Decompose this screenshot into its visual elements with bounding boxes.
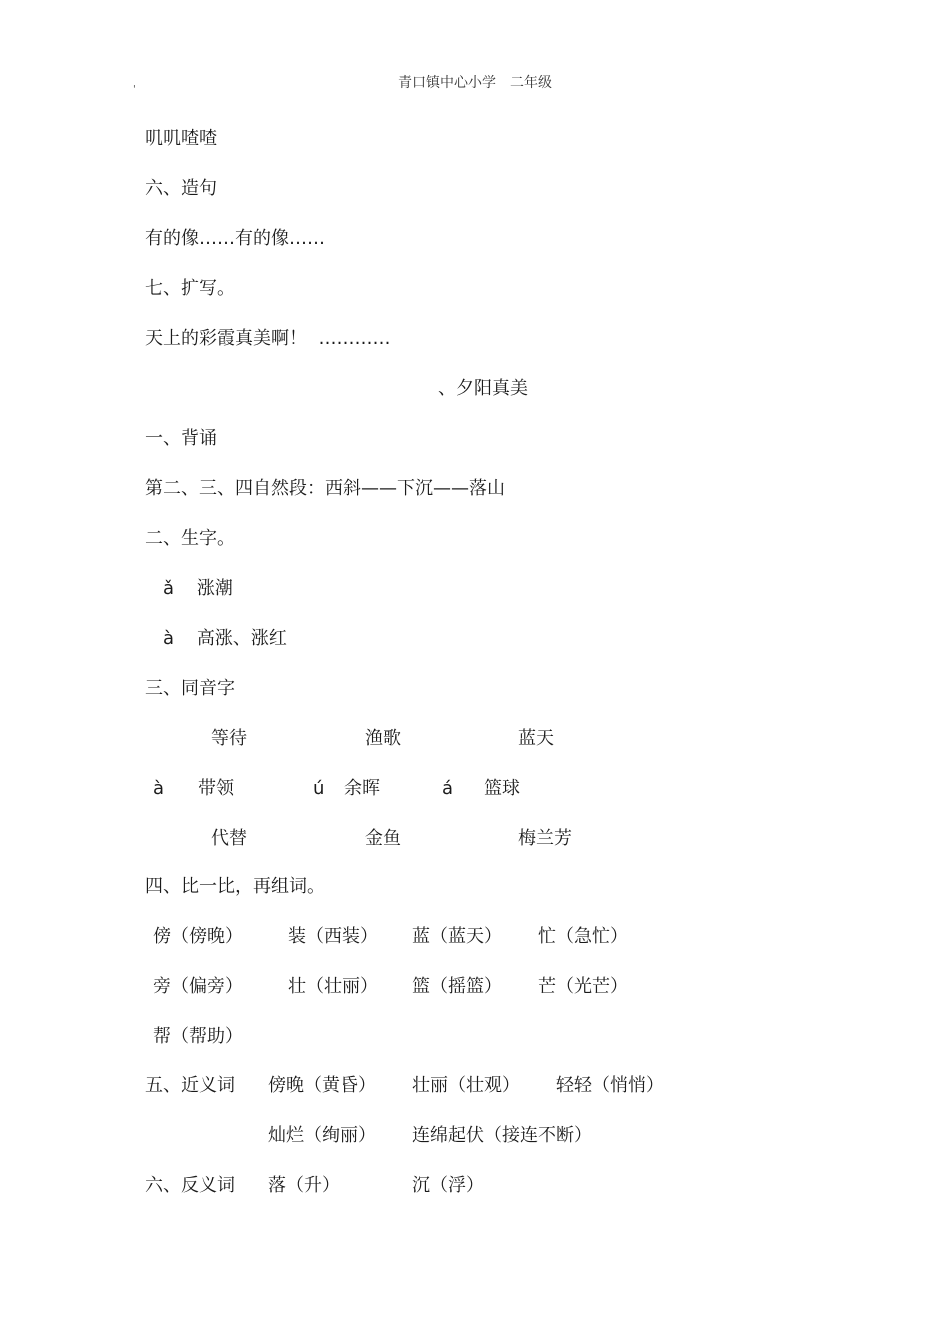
page-header: 青口镇中心小学 二年级: [398, 75, 552, 91]
text-line: 天上的彩霞真美啊！ …………: [145, 328, 391, 349]
lesson-title: 、夕阳真美: [438, 378, 528, 399]
word-pair: 轻轻（悄悄）: [556, 1075, 664, 1096]
pinyin: ú: [313, 778, 325, 799]
section-heading: 一、背诵: [145, 428, 217, 449]
word-pair: 壮（壮丽）: [288, 976, 378, 997]
word-pair: 蓝（蓝天）: [412, 926, 502, 947]
word: 蓝天: [518, 728, 554, 749]
word-pair: 篮（摇篮）: [412, 976, 502, 997]
word: 带领: [198, 778, 234, 799]
text-line: 有的像……有的像……: [145, 228, 325, 249]
word-pair: 傍晚（黄昏）: [268, 1075, 376, 1096]
section-heading: 六、反义词: [145, 1175, 235, 1196]
corner-mark: ': [133, 84, 136, 95]
word-pair: 芒（光芒）: [538, 976, 628, 997]
word-pair: 落（升）: [268, 1175, 340, 1196]
word: 梅兰芳: [518, 828, 572, 849]
word-pair: 旁（偏旁）: [153, 976, 243, 997]
word: 等待: [211, 728, 247, 749]
word-pair: 沉（浮）: [412, 1175, 484, 1196]
word: 余晖: [344, 778, 380, 799]
word-pair: 忙（急忙）: [538, 926, 628, 947]
word: 代替: [211, 828, 247, 849]
section-heading: 六、造句: [145, 178, 217, 199]
word: 金鱼: [365, 828, 401, 849]
section-heading: 三、同音字: [145, 678, 235, 699]
word: 渔歌: [365, 728, 401, 749]
text-line: 第二、三、四自然段：西斜——下沉——落山: [145, 478, 505, 499]
word-pair: 傍（傍晚）: [153, 926, 243, 947]
word-pair: 灿烂（绚丽）: [268, 1125, 376, 1146]
word-pair: 连绵起伏（接连不断）: [412, 1125, 592, 1146]
pinyin: á: [442, 778, 454, 799]
word-pair: 装（西装）: [288, 926, 378, 947]
text-line: 叽叽喳喳: [145, 128, 217, 149]
section-heading: 二、生字。: [145, 528, 235, 549]
section-heading: 七、扩写。: [145, 278, 235, 299]
pinyin: à: [153, 778, 165, 799]
text-line: à 高涨、涨红: [163, 628, 287, 649]
section-heading: 五、近义词: [145, 1075, 235, 1096]
section-heading: 四、比一比，再组词。: [145, 876, 325, 897]
text-line: ǎ 涨潮: [163, 578, 233, 599]
word-pair: 壮丽（壮观）: [412, 1075, 520, 1096]
word: 篮球: [484, 778, 520, 799]
word-pair: 帮（帮助）: [153, 1026, 243, 1047]
